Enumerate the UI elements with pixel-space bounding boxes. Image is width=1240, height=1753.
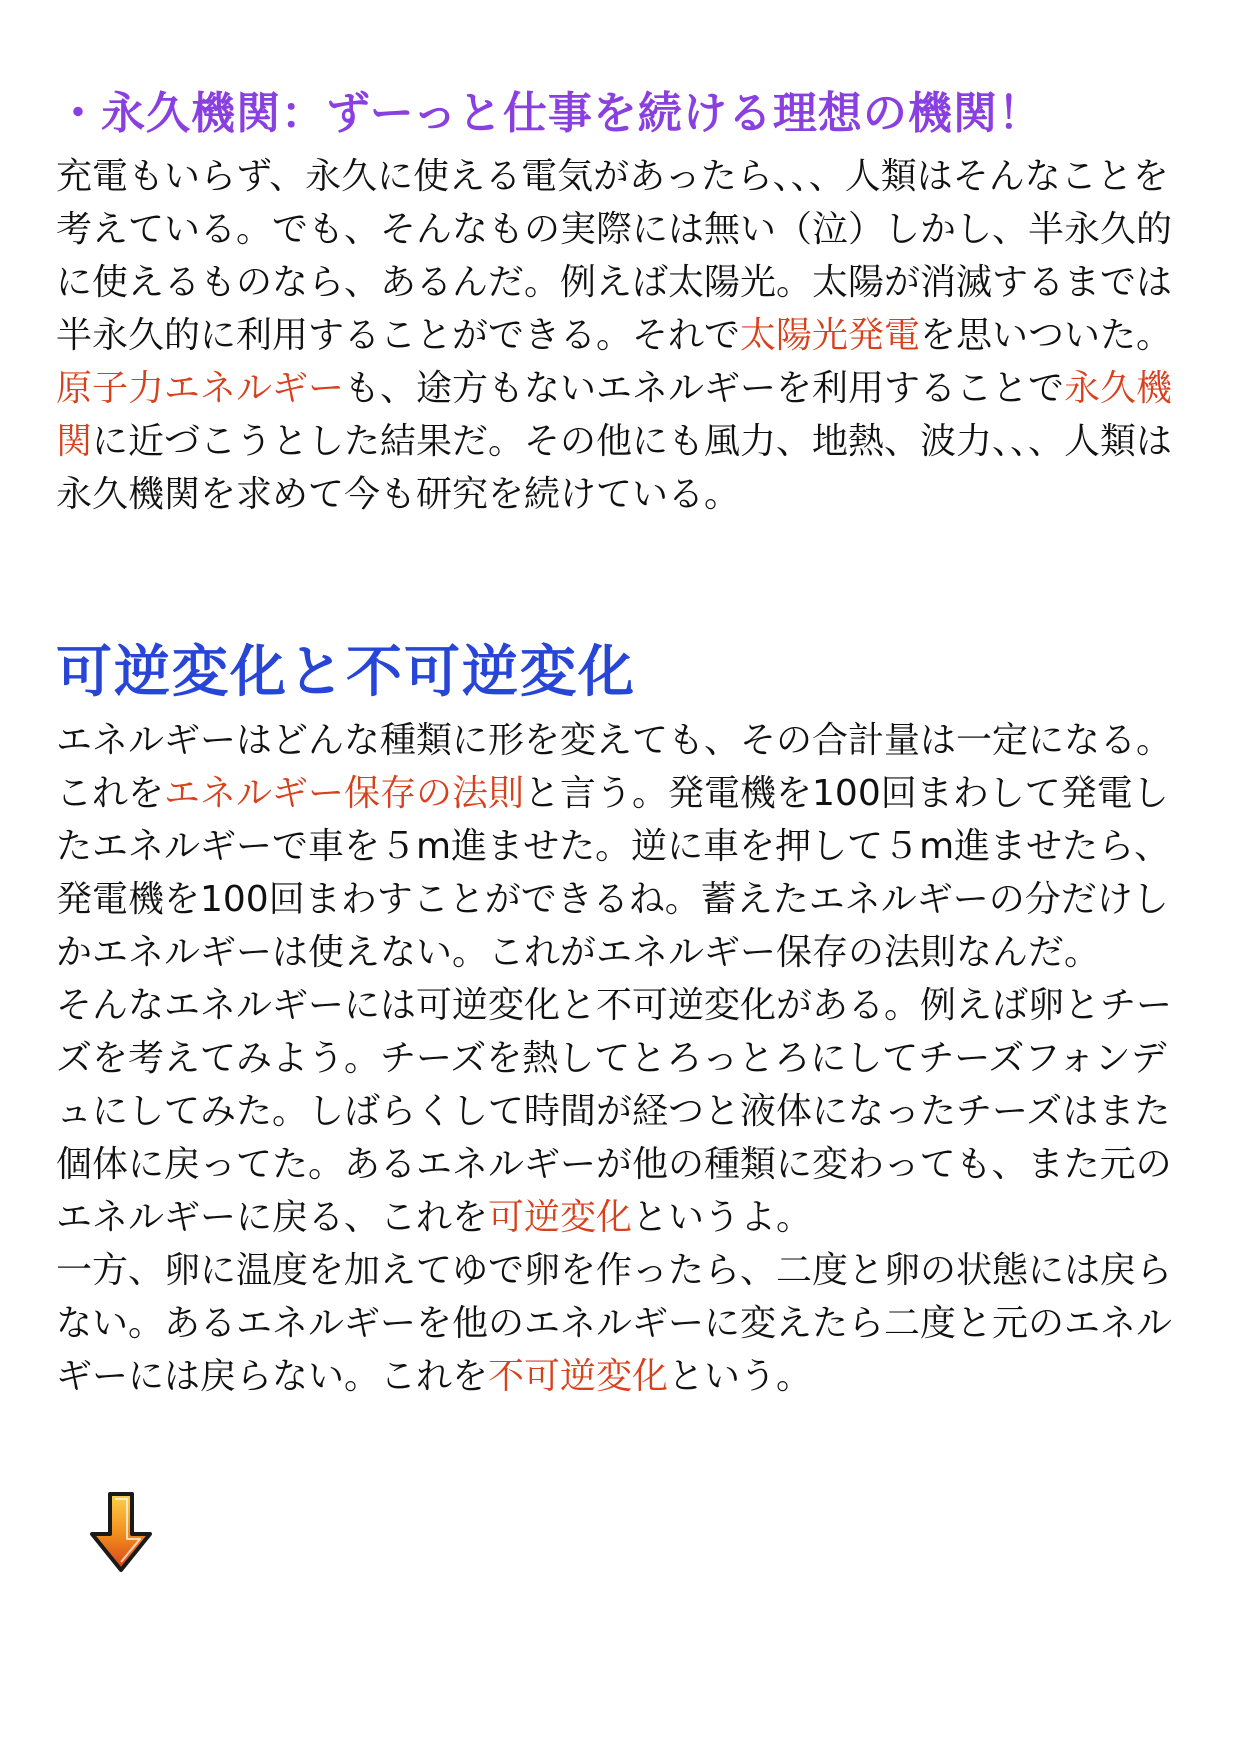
- highlight-irreversible-change: 不可逆変化: [488, 1356, 669, 1397]
- reversible-change-body: [56, 714, 1186, 1403]
- text-run: という。: [668, 1356, 813, 1397]
- paragraph-reversible: [56, 979, 1186, 1244]
- text-run: エネルギーはどんな種類に形を変えても、その合計量は一定になる。これを: [56, 720, 1173, 814]
- highlight-nuclear-energy: 原子力エネルギー: [56, 368, 345, 409]
- paragraph-energy-conservation: [56, 714, 1186, 979]
- text-run: と言う。発電機を100回まわして発電したエネルギーで車を５m進ませた。逆に車を押して５m進ませたら、発電機を100回まわすことができるね。蓄えたエネルギーの分だけしかエネルギーは使えない。これがエネルギー保存の法則なんだ。: [56, 773, 1171, 973]
- text-run: も、途方もないエネルギーを利用することで: [344, 368, 1065, 409]
- paragraph-text: [56, 150, 1186, 521]
- highlight-energy-conservation-law: エネルギー保存の法則: [164, 773, 525, 814]
- perpetual-motion-heading: ・永久機関：ずーっと仕事を続ける理想の機関！: [56, 88, 1043, 139]
- text-run: そんなエネルギーには可逆変化と不可逆変化がある。例えば卵とチーズを考えてみよう。チーズを熱してとろっとろにしてチーズフォンデュにしてみた。しばらくして時間が経つと液体になったチーズはまた個体に戻ってた。あるエネルギーが他の種類に変わっても、また元のエネルギーに戻る、これを: [56, 985, 1173, 1238]
- text-run: 一方、卵に温度を加えてゆで卵を作ったら、二度と卵の状態には戻らない。あるエネルギーを他のエネルギーに変えたら二度と元のエネルギーには戻らない。これを: [56, 1250, 1173, 1397]
- perpetual-motion-paragraph: [56, 150, 1186, 521]
- highlight-solar-power: 太陽光発電: [740, 315, 921, 356]
- text-run: 充電もいらず、永久に使える電気があったら、、、人類はそんなことを考えている。でも、そんなもの実際には無い（泣）しかし、半永久的に使えるものなら、あるんだ。例えば太陽光。太陽が消滅するまでは半永久的に利用することができる。それで: [56, 156, 1173, 356]
- section-title-reversible-change: 可逆変化と不可逆変化: [56, 640, 636, 705]
- highlight-perpetual-motion: 永久機関: [56, 368, 1173, 462]
- text-run: というよ。: [632, 1197, 813, 1238]
- highlight-reversible-change: 可逆変化: [488, 1197, 633, 1238]
- paragraph-irreversible: [56, 1244, 1186, 1403]
- text-run: を思いついた。: [920, 315, 1173, 356]
- text-run: に近づこうとした結果だ。その他にも風力、地熱、波力、、、人類は永久機関を求めて今も研究を続けている。: [56, 421, 1173, 515]
- down-arrow-icon: [86, 1490, 156, 1574]
